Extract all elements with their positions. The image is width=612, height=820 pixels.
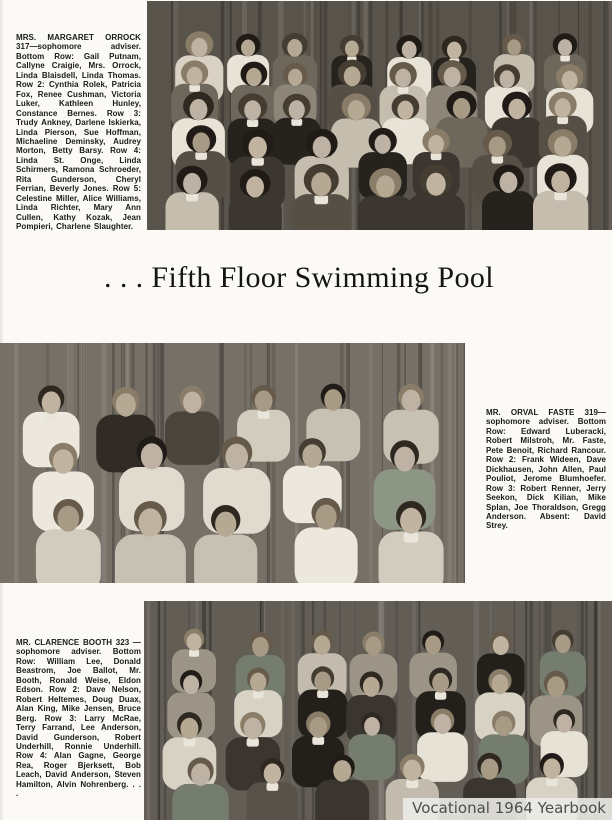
group-photo-illustration [144,601,612,820]
group-photo-illustration [147,1,612,230]
caption-317: MRS. MARGARET ORROCK 317—sophomore adviser. Bottom Row: Gail Putnam, Callyne Craigie, Mrs. Orrock, Linda Blaisdell, Linda Thomas. Row 2: Cynthia Rolek, Patricia Fox, Renee Cushman, Victoria Luker, Kathleen Hunley, Constance Bernes. Row 3: Trudy Ankney, Darlene Iskierka, Linda Pierson, Sue Hoffman, Michaeline Deminsky, Audrey Morton, Betty Barsy. Row 4: Linda St. Onge, Linda Schirmers, Ramona Schroeder, Rita Gunderson, Cheryl Ferrian, Beverly Jones. Row 5: Celestine Miller, Alice Williams, Linda Richter, Mary Ann Cullen, Kathy Kozak, Jean Pompieri, Charlene Slaughter. [16,33,141,232]
class-photo-323 [144,601,612,820]
class-photo-317 [147,1,612,230]
group-photo-illustration [0,343,465,583]
caption-319: MR. ORVAL FASTE 319— sophomore adviser. Bottom Row: Edward Luberacki, Robert Milstroh, Mr. Faste, Pete Benoit, Richard Rancour. Row 2: Frank Wideen, Dave Dickhausen, John Allen, Paul Pouliot, Jerome Blumhoefer. Row 3: Robert Renner, Jerry Seekon, Dick Kilian, Mike Splan, Joe Thoraldson, Gregg Anderson. Absent: David Strey. [486,408,606,531]
caption-323: MR. CLARENCE BOOTH 323 —sophomore adviser. Bottom Row: William Lee, Donald Beastrom, Joe Ballot, Mr. Booth, Ronald Weise, Eldon Edson. Row 2: Dave Nelson, Robert Heltemes, Doug Duax, Alan King, Mike Jensen, Bruce Berg. Row 3: Larry McRae, Terry Farrand, Lee Anderson, David Gunderson, Robert Underhill, Ronnie Underhill. Row 4: Alan Gagne, George Rea, Roger Bjerksett, Bob Leach, David Anderson, Steven Hamilton, Alvin Nohrenberg. . . . [16,638,141,799]
class-photo-319 [0,343,465,583]
page-heading: . . . Fifth Floor Swimming Pool [104,261,494,294]
watermark: Vocational 1964 Yearbook [403,798,612,820]
